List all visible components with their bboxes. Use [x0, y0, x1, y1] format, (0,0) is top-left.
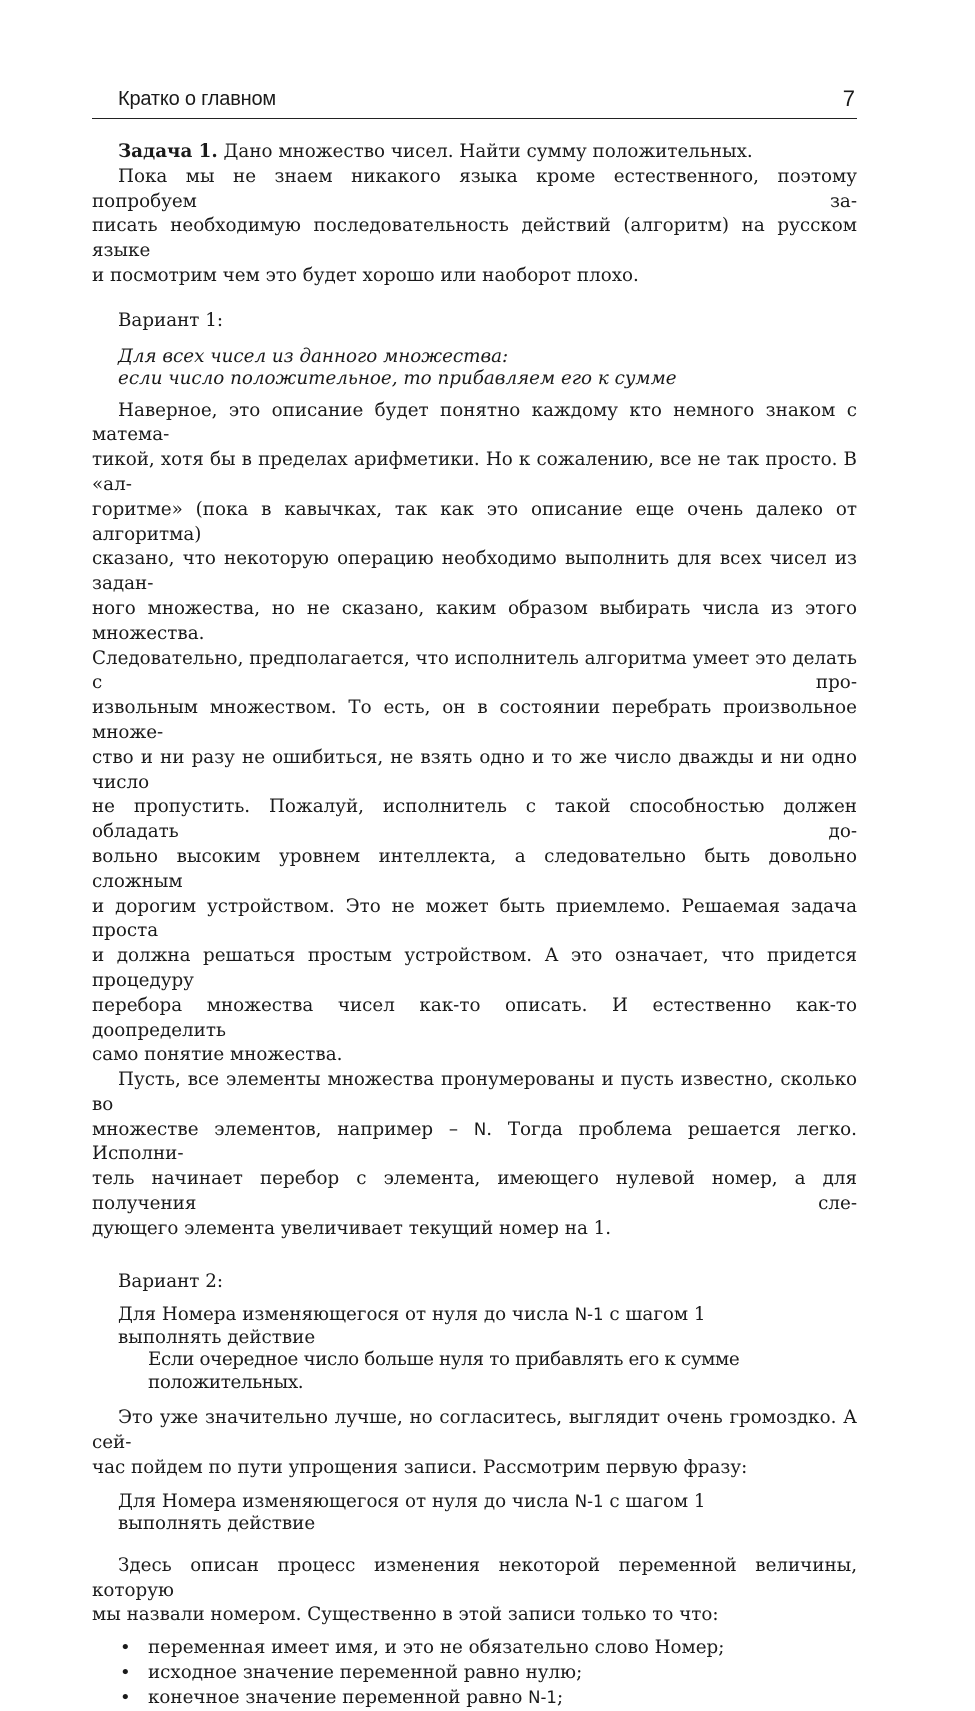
text-line: горитме» (пока в кавычках, так как это описание еще очень далеко от алгоритма)	[92, 498, 857, 545]
symbol-n-minus-1: N-1	[574, 1491, 604, 1511]
text-line: перебора множества чисел как-то описать. И естественно как-то доопределить	[92, 994, 857, 1041]
text-line: тикой, хотя бы в пределах арифметики. Но к сожалению, все не так просто. В «ал-	[92, 449, 857, 495]
symbol-n-minus-1: N-1	[574, 1305, 604, 1325]
running-head: Кратко о главном	[118, 88, 276, 110]
text-line: и посмотрим чем это будет хорошо или наоборот плохо.	[92, 264, 639, 286]
text-line: дующего элемента увеличивает текущий номер на 1.	[92, 1217, 612, 1239]
page-header	[92, 86, 857, 119]
comment-paragraph	[92, 1406, 857, 1480]
algorithm-line: выполнять действие	[118, 1326, 316, 1348]
variant-1-heading: Вариант 1:	[118, 309, 224, 331]
algorithm-line: Для всех чисел из данного множества:	[118, 345, 509, 367]
text-line: мы назвали номером. Существенно в этой записи только то что:	[92, 1604, 719, 1626]
text-line: Пока мы не знаем никакого языка кроме естественного, поэтому попробуем за-	[92, 165, 857, 212]
discussion-paragraph-2	[92, 1068, 857, 1242]
list-item: • исходное значение переменной равно нулю;	[118, 1661, 857, 1686]
symbol-n: N	[473, 1119, 487, 1139]
text-line: не пропустить. Пожалуй, исполнитель с такой способностью должен обладать до-	[92, 796, 857, 843]
text-line: сказано, что некоторую операцию необходимо выполнить для всех чисел из задан-	[92, 548, 857, 595]
variant-2-algorithm	[92, 1304, 857, 1394]
task-label: Задача 1.	[118, 141, 218, 162]
text-line: Это уже значительно лучше, но согласитесь, выглядит очень громоздко. А сей-	[92, 1407, 857, 1454]
list-item: • конечное значение переменной равно N-1;	[118, 1686, 857, 1711]
text-line: множестве элементов, например – N. Тогда проблема решается легко. Исполни-	[92, 1118, 857, 1165]
text-line: и дорогим устройством. Это не может быть приемлемо. Решаемая задача проста	[92, 895, 857, 942]
text-line: Пусть, все элементы множества пронумерованы и пусть известно, сколько во	[92, 1069, 857, 1115]
algorithm-line: если число положительное, то прибавляем его к сумме	[118, 368, 677, 390]
bullet-list	[92, 1636, 857, 1710]
text-line: Следовательно, предполагается, что исполнитель алгоритма умеет это делать с про-	[92, 647, 857, 694]
text-line: само понятие множества.	[92, 1044, 343, 1066]
first-phrase	[92, 1491, 857, 1536]
task-statement	[92, 140, 857, 165]
list-item: • переменная имеет имя, и это не обязательно слово Номер;	[118, 1636, 857, 1661]
variant-2-heading: Вариант 2:	[118, 1270, 224, 1292]
task-intro	[92, 165, 857, 289]
text-line: ного множества, но не сказано, каким образом выбирать числа из этого множества.	[92, 597, 857, 644]
algorithm-line: Для Номера изменяющегося от нуля до числа N-1 с шагом 1	[118, 1304, 706, 1326]
text-line: час пойдем по пути упрощения записи. Рассмотрим первую фразу:	[92, 1457, 748, 1479]
text-line: Здесь описан процесс изменения некоторой переменной величины, которую	[92, 1554, 857, 1601]
text-line: Наверное, это описание будет понятно каждому кто немного знаком с матема-	[92, 399, 857, 446]
text-line: извольным множеством. То есть, он в состоянии перебрать произвольное множе-	[92, 697, 857, 743]
text-line: ство и ни разу не ошибиться, не взять одно и то же число дважды и ни одно число	[92, 746, 857, 793]
text-line: вольно высоким уровнем интеллекта, а следовательно быть довольно сложным	[92, 845, 857, 892]
explanation-paragraph	[92, 1554, 857, 1628]
symbol-n-minus-1: N-1	[528, 1687, 557, 1707]
text-line: писать необходимую последовательность действий (алгоритм) на русском языке	[92, 215, 857, 262]
text-line: и должна решаться простым устройством. А это означает, что придется процедуру	[92, 945, 857, 991]
task-text: Дано множество чисел. Найти сумму положительных.	[217, 141, 753, 162]
page-body	[92, 140, 857, 1711]
variant-1-algorithm	[92, 346, 857, 391]
algorithm-line-nested: Если очередное число больше нуля то прибавлять его к сумме положительных.	[148, 1349, 740, 1393]
text-line: тель начинает перебор с элемента, имеющего нулевой номер, а для получения сле-	[92, 1168, 857, 1215]
algorithm-line: выполнять действие	[118, 1513, 316, 1535]
discussion-paragraph-1	[92, 399, 857, 1069]
algorithm-line: Для Номера изменяющегося от нуля до числа N-1 с шагом 1	[118, 1490, 706, 1512]
page-number: 7	[842, 86, 855, 111]
